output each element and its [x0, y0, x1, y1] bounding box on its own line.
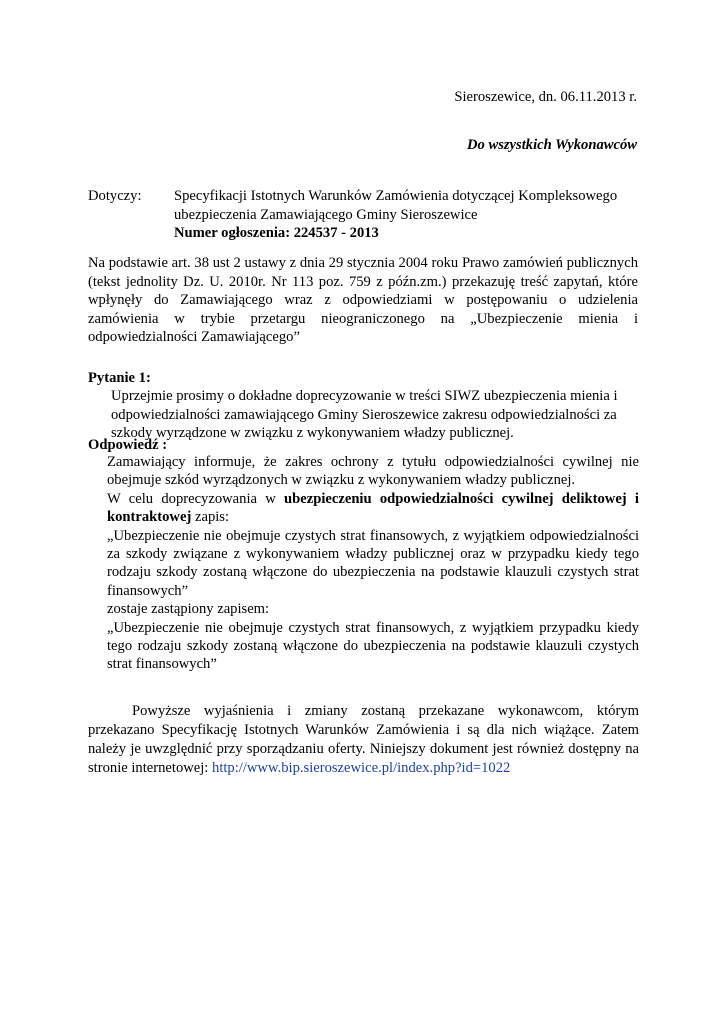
bip-link[interactable]: http://www.bip.sieroszewice.pl/index.php?id=1022 — [212, 760, 511, 776]
subject-text: Specyfikacji Istotnych Warunków Zamówienia dotyczącej Kompleksowego ubezpieczenia Zamawiającego Gminy Sieroszewice — [174, 188, 618, 223]
answer-heading: Odpowiedź : — [88, 437, 168, 453]
answer-body — [107, 453, 639, 674]
recipient-line: Do wszystkich Wykonawców — [466, 137, 637, 153]
question-heading: Pytanie 1: — [88, 370, 151, 386]
closing-text: Powyższe wyjaśnienia i zmiany zostaną przekazane wykonawcom, którym przekazano Specyfikację Istotnych Warunków Zamówienia i są dla nich wiążące. Zatem należy je uwzględnić przy sporządzaniu oferty. Niniejszy dokument jest również dostępny na stronie internetowej: — [88, 703, 639, 776]
closing-paragraph — [88, 702, 639, 778]
announcement-number: Numer ogłoszenia: 224537 - 2013 — [174, 225, 379, 241]
answer-paragraph-2 — [107, 490, 639, 527]
intro-paragraph: Na podstawie art. 38 ust 2 ustawy z dnia 29 stycznia 2004 roku Prawo zamówień publicznych (tekst jednolity Dz. U. 2010r. Nr 113 poz. 759 z późn.zm.) przekazuję treść zapytań, które wpłynęły do Zamawiającego wraz z odpowiedziami w postępowaniu o udzielenia zamówienia w trybie przetargu nieograniczonego na „Ubezpieczenie mienia i odpowiedzialności Zamawiającego” — [88, 255, 638, 346]
answer-paragraph-2-prefix: W celu doprecyzowania w — [107, 490, 276, 507]
subject-block — [88, 187, 640, 243]
date-line: Sieroszewice, dn. 06.11.2013 r. — [454, 89, 637, 105]
replacement-note: zostaje zastąpiony zapisem: — [107, 601, 270, 618]
subject-body — [174, 187, 640, 243]
subject-label: Dotyczy: — [88, 188, 142, 204]
original-clause-quote: „Ubezpieczenie nie obejmuje czystych strat finansowych, z wyjątkiem odpowiedzialności za szkody związane z wykonywaniem władzy publicznej oraz w przypadku kiedy tego rodzaju szkody zostaną włączone do ubezpieczenia na podstawie klauzuli czystych strat finansowych” — [107, 527, 639, 599]
new-clause-quote: „Ubezpieczenie nie obejmuje czystych strat finansowych, z wyjątkiem przypadku kiedy tego rodzaju szkody zostaną włączone do ubezpieczenia na podstawie klauzuli czystych strat finansowych” — [107, 619, 639, 673]
answer-paragraph-2-suffix: zapis: — [194, 509, 230, 526]
answer-paragraph-1: Zamawiający informuje, że zakres ochrony z tytułu odpowiedzialności cywilnej nie obejmuje szkód wyrządzonych w związku z wykonywaniem władzy publicznej. — [107, 454, 639, 489]
answer-paragraph-2-bold: ubezpieczeniu odpowiedzialności cywilnej deliktowej i kontraktowej — [107, 490, 639, 526]
question-text: Uprzejmie prosimy o dokładne doprecyzowanie w treści SIWZ ubezpieczenia mienia i odpowiedzialności zamawiającego Gminy Sieroszewice zakresu odpowiedzialności za szkody wyrządzone w związku z wykonywaniem władzy publicznej. — [111, 388, 618, 442]
